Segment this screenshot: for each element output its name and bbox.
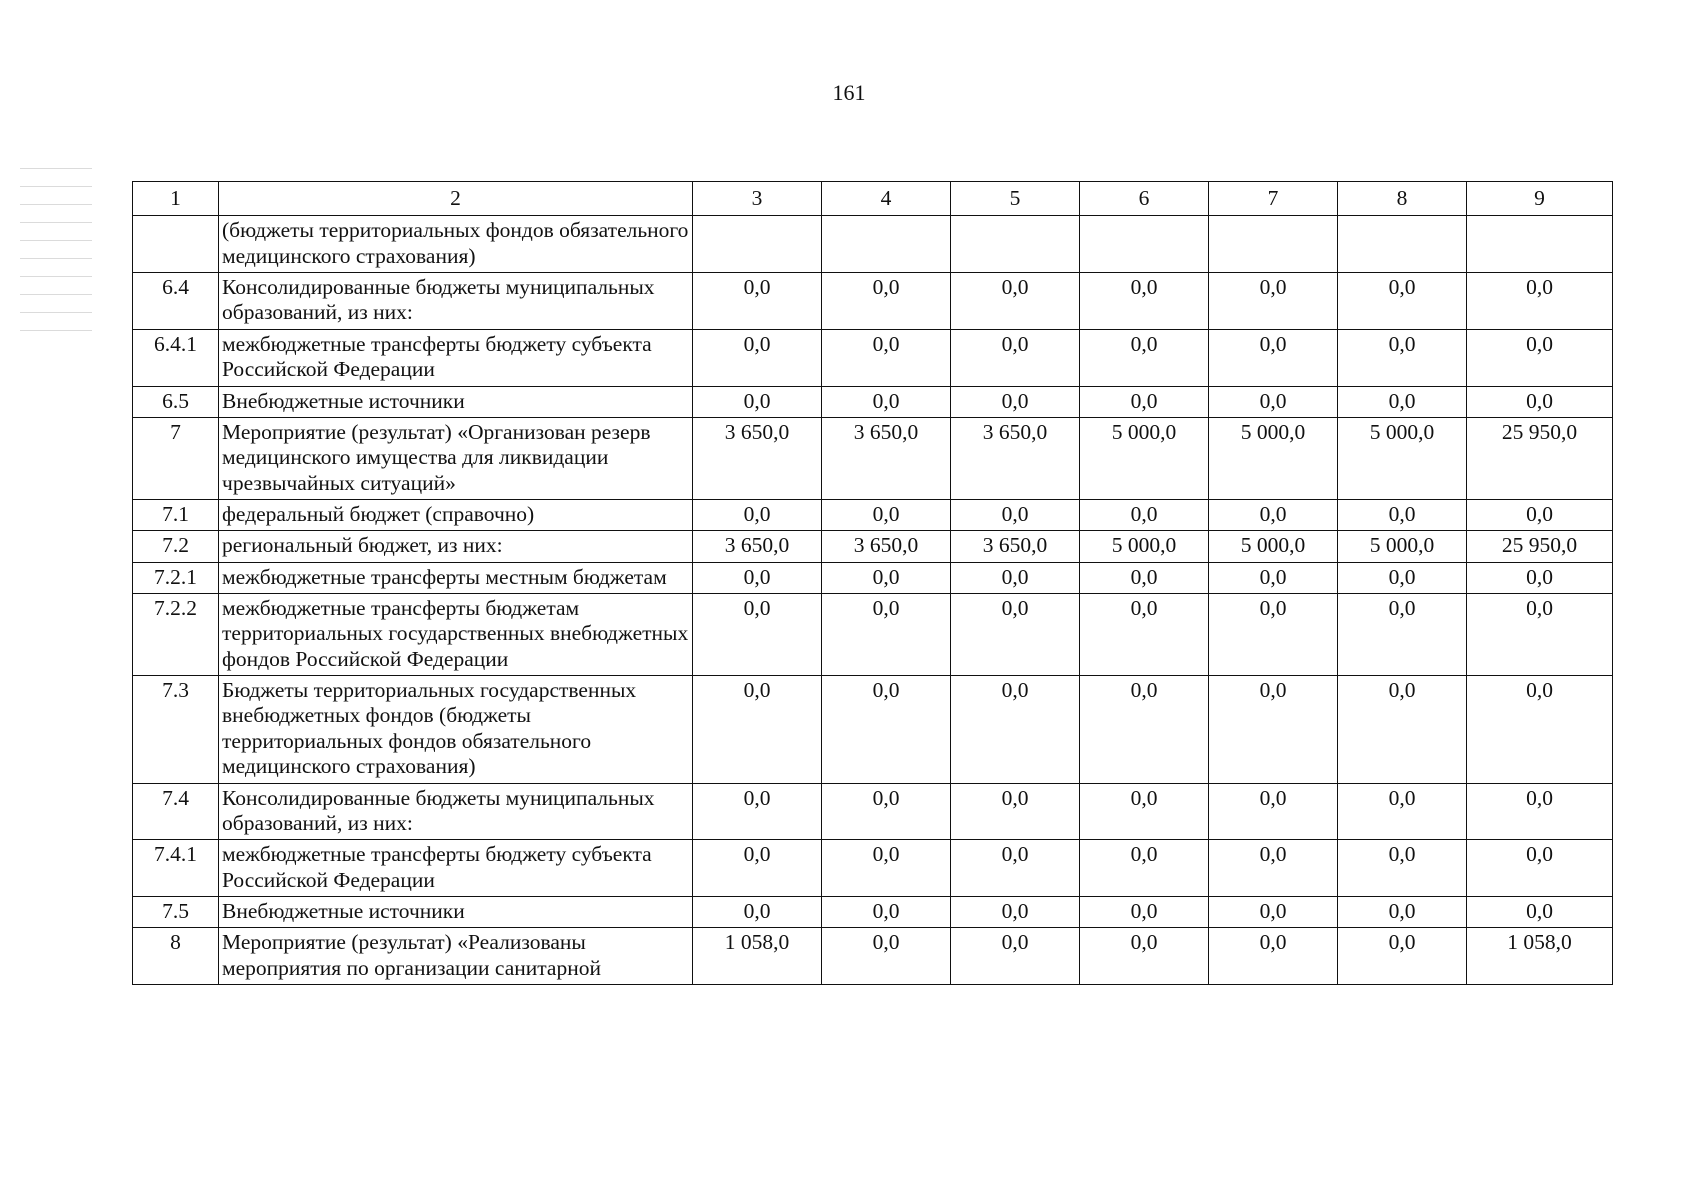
- row-code: 7.4: [133, 783, 219, 840]
- value-cell: 0,0: [1080, 783, 1209, 840]
- row-code: [133, 216, 219, 273]
- value-cell: 0,0: [1467, 783, 1613, 840]
- table-row: [133, 386, 1613, 417]
- row-name: Консолидированные бюджеты муниципальных образований, из них:: [219, 273, 693, 330]
- value-cell: 0,0: [1209, 840, 1338, 897]
- value-cell: 0,0: [1209, 386, 1338, 417]
- value-cell: 0,0: [951, 386, 1080, 417]
- value-cell: 0,0: [1209, 562, 1338, 593]
- value-cell: [951, 216, 1080, 273]
- row-name: межбюджетные трансферты бюджетам территориальных государственных внебюджетных фондов Российской Федерации: [219, 594, 693, 676]
- row-code: 7: [133, 417, 219, 499]
- value-cell: 0,0: [1467, 499, 1613, 530]
- value-cell: 5 000,0: [1080, 531, 1209, 562]
- row-name: Бюджеты территориальных государственных внебюджетных фондов (бюджеты территориальных фондов обязательного медицинского страхования): [219, 676, 693, 783]
- value-cell: 0,0: [693, 273, 822, 330]
- value-cell: 0,0: [693, 499, 822, 530]
- table-row: [133, 783, 1613, 840]
- value-cell: 0,0: [951, 594, 1080, 676]
- header-cell: 6: [1080, 182, 1209, 216]
- header-cell: 2: [219, 182, 693, 216]
- value-cell: 0,0: [1338, 562, 1467, 593]
- table-row: [133, 273, 1613, 330]
- budget-table-container: [132, 181, 1613, 985]
- row-name: (бюджеты территориальных фондов обязательного медицинского страхования): [219, 216, 693, 273]
- value-cell: 5 000,0: [1338, 417, 1467, 499]
- value-cell: 0,0: [1209, 329, 1338, 386]
- value-cell: 0,0: [1467, 329, 1613, 386]
- value-cell: 0,0: [1467, 562, 1613, 593]
- value-cell: 0,0: [1080, 562, 1209, 593]
- value-cell: 0,0: [951, 928, 1080, 985]
- value-cell: 0,0: [1338, 499, 1467, 530]
- row-code: 8: [133, 928, 219, 985]
- value-cell: 5 000,0: [1080, 417, 1209, 499]
- value-cell: 0,0: [951, 783, 1080, 840]
- value-cell: 25 950,0: [1467, 417, 1613, 499]
- value-cell: [1467, 216, 1613, 273]
- value-cell: 0,0: [1209, 928, 1338, 985]
- value-cell: 0,0: [951, 896, 1080, 927]
- value-cell: 0,0: [693, 676, 822, 783]
- value-cell: 0,0: [1080, 928, 1209, 985]
- row-code: 7.2: [133, 531, 219, 562]
- row-code: 7.4.1: [133, 840, 219, 897]
- value-cell: 0,0: [822, 329, 951, 386]
- value-cell: 0,0: [1080, 676, 1209, 783]
- table-row: [133, 499, 1613, 530]
- value-cell: 0,0: [1080, 329, 1209, 386]
- row-name: Мероприятие (результат) «Реализованы мероприятия по организации санитарной: [219, 928, 693, 985]
- header-cell: 5: [951, 182, 1080, 216]
- value-cell: 0,0: [1209, 499, 1338, 530]
- row-name: Мероприятие (результат) «Организован резерв медицинского имущества для ликвидации чрезвычайных ситуаций»: [219, 417, 693, 499]
- row-code: 7.3: [133, 676, 219, 783]
- table-row: [133, 216, 1613, 273]
- value-cell: 0,0: [1467, 676, 1613, 783]
- table-row: [133, 896, 1613, 927]
- value-cell: 0,0: [1080, 594, 1209, 676]
- value-cell: 0,0: [693, 329, 822, 386]
- value-cell: 3 650,0: [822, 531, 951, 562]
- value-cell: 1 058,0: [1467, 928, 1613, 985]
- value-cell: 0,0: [951, 840, 1080, 897]
- value-cell: 0,0: [1338, 840, 1467, 897]
- value-cell: [1338, 216, 1467, 273]
- row-code: 7.5: [133, 896, 219, 927]
- value-cell: 0,0: [1080, 840, 1209, 897]
- row-code: 6.4.1: [133, 329, 219, 386]
- value-cell: 0,0: [1467, 896, 1613, 927]
- table-row: [133, 928, 1613, 985]
- value-cell: 0,0: [951, 562, 1080, 593]
- value-cell: 0,0: [1209, 896, 1338, 927]
- value-cell: 3 650,0: [951, 417, 1080, 499]
- value-cell: 0,0: [822, 928, 951, 985]
- value-cell: 0,0: [1338, 329, 1467, 386]
- row-name: федеральный бюджет (справочно): [219, 499, 693, 530]
- row-code: 7.2.1: [133, 562, 219, 593]
- value-cell: 0,0: [1338, 273, 1467, 330]
- value-cell: 0,0: [951, 329, 1080, 386]
- value-cell: 0,0: [1209, 676, 1338, 783]
- value-cell: [1209, 216, 1338, 273]
- table-row: [133, 594, 1613, 676]
- row-code: 7.2.2: [133, 594, 219, 676]
- value-cell: 0,0: [1209, 594, 1338, 676]
- budget-table: [132, 181, 1613, 985]
- value-cell: 0,0: [822, 273, 951, 330]
- row-code: 6.5: [133, 386, 219, 417]
- value-cell: 0,0: [822, 594, 951, 676]
- value-cell: 0,0: [693, 840, 822, 897]
- value-cell: 0,0: [693, 896, 822, 927]
- page-number: 161: [832, 80, 866, 105]
- table-row: [133, 676, 1613, 783]
- value-cell: 3 650,0: [951, 531, 1080, 562]
- value-cell: 0,0: [693, 594, 822, 676]
- value-cell: 0,0: [1080, 386, 1209, 417]
- value-cell: 0,0: [822, 386, 951, 417]
- table-row: [133, 329, 1613, 386]
- value-cell: 0,0: [1338, 896, 1467, 927]
- table-row: [133, 562, 1613, 593]
- row-name: межбюджетные трансферты местным бюджетам: [219, 562, 693, 593]
- row-code: 6.4: [133, 273, 219, 330]
- value-cell: 0,0: [1338, 594, 1467, 676]
- value-cell: 0,0: [822, 840, 951, 897]
- value-cell: 0,0: [822, 499, 951, 530]
- value-cell: 0,0: [693, 562, 822, 593]
- header-cell: 3: [693, 182, 822, 216]
- row-name: региональный бюджет, из них:: [219, 531, 693, 562]
- header-cell: 8: [1338, 182, 1467, 216]
- table-row: [133, 840, 1613, 897]
- value-cell: 3 650,0: [693, 417, 822, 499]
- value-cell: 0,0: [1209, 273, 1338, 330]
- value-cell: 5 000,0: [1338, 531, 1467, 562]
- value-cell: 0,0: [951, 499, 1080, 530]
- value-cell: 0,0: [693, 783, 822, 840]
- value-cell: 5 000,0: [1209, 531, 1338, 562]
- value-cell: 0,0: [1467, 386, 1613, 417]
- value-cell: 0,0: [1338, 386, 1467, 417]
- header-row: [133, 182, 1613, 216]
- row-name: Внебюджетные источники: [219, 386, 693, 417]
- header-cell: 7: [1209, 182, 1338, 216]
- value-cell: 0,0: [951, 676, 1080, 783]
- value-cell: 25 950,0: [1467, 531, 1613, 562]
- value-cell: 0,0: [822, 896, 951, 927]
- value-cell: 0,0: [1338, 783, 1467, 840]
- value-cell: 0,0: [1080, 499, 1209, 530]
- row-name: Внебюджетные источники: [219, 896, 693, 927]
- header-cell: 4: [822, 182, 951, 216]
- value-cell: 0,0: [1338, 676, 1467, 783]
- value-cell: 0,0: [1467, 594, 1613, 676]
- value-cell: 1 058,0: [693, 928, 822, 985]
- value-cell: 0,0: [1080, 896, 1209, 927]
- value-cell: 5 000,0: [1209, 417, 1338, 499]
- header-cell: 1: [133, 182, 219, 216]
- row-code: 7.1: [133, 499, 219, 530]
- value-cell: 0,0: [822, 783, 951, 840]
- table-row: [133, 531, 1613, 562]
- value-cell: 3 650,0: [822, 417, 951, 499]
- value-cell: 3 650,0: [693, 531, 822, 562]
- scan-margin-marks: [20, 168, 92, 388]
- row-name: межбюджетные трансферты бюджету субъекта Российской Федерации: [219, 840, 693, 897]
- value-cell: 0,0: [822, 562, 951, 593]
- value-cell: 0,0: [951, 273, 1080, 330]
- value-cell: 0,0: [1209, 783, 1338, 840]
- value-cell: 0,0: [1080, 273, 1209, 330]
- value-cell: 0,0: [1467, 840, 1613, 897]
- header-cell: 9: [1467, 182, 1613, 216]
- value-cell: [693, 216, 822, 273]
- row-name: Консолидированные бюджеты муниципальных образований, из них:: [219, 783, 693, 840]
- table-body: [133, 216, 1613, 985]
- value-cell: 0,0: [1338, 928, 1467, 985]
- table-row: [133, 417, 1613, 499]
- value-cell: 0,0: [693, 386, 822, 417]
- value-cell: [1080, 216, 1209, 273]
- value-cell: 0,0: [1467, 273, 1613, 330]
- value-cell: [822, 216, 951, 273]
- value-cell: 0,0: [822, 676, 951, 783]
- row-name: межбюджетные трансферты бюджету субъекта Российской Федерации: [219, 329, 693, 386]
